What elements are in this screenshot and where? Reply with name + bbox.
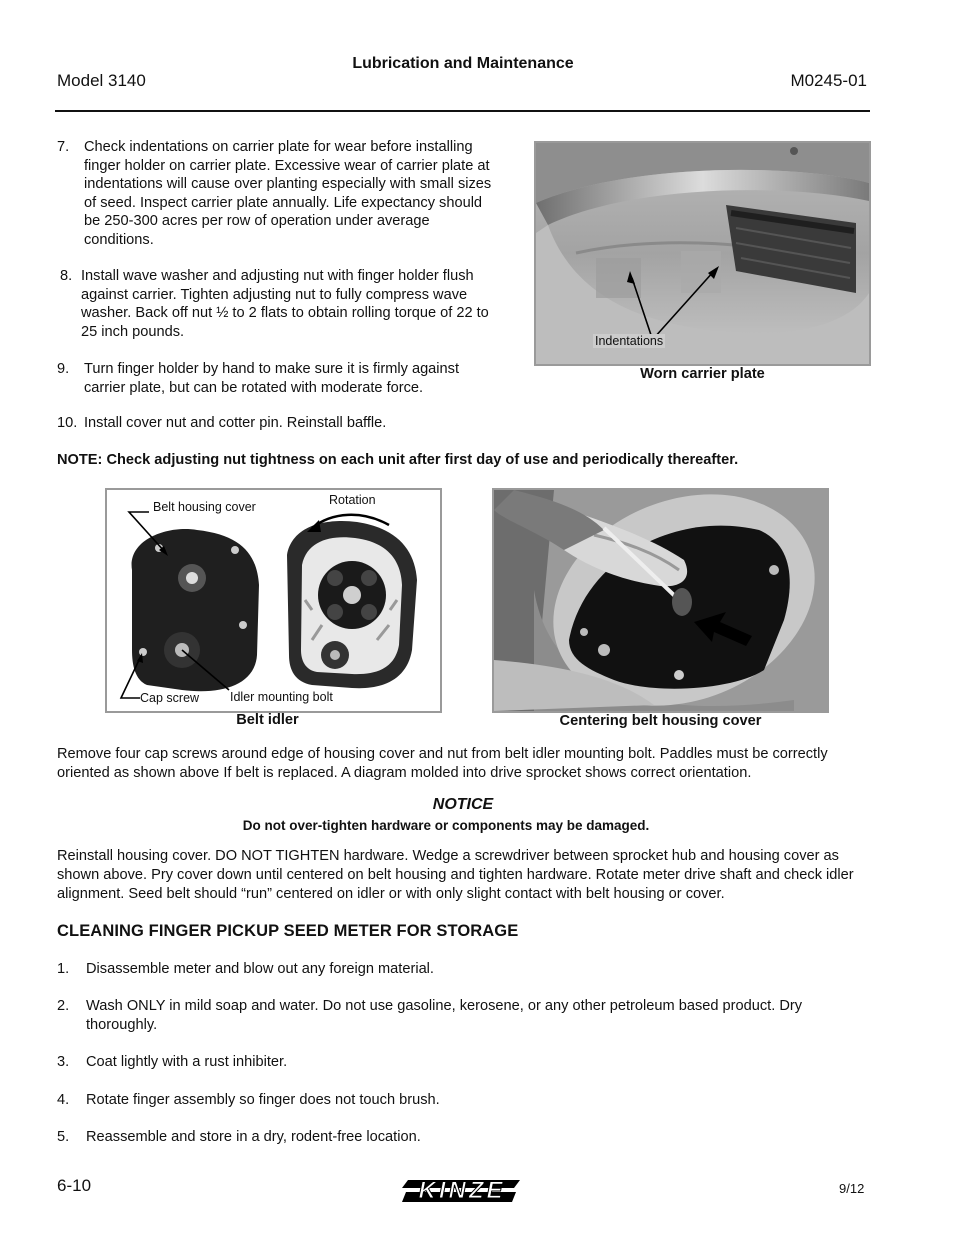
step-text: Install cover nut and cotter pin. Reinstall baffle. xyxy=(84,415,387,431)
step-text: Check indentations on carrier plate for wear before installing finger holder on carrier plate. Excessive wear of carrier plate at indentations will cause over planting especially with small sizes of seed. Inspect carrier plate annually. Life expectancy should be 250-300 acres per row of operation under average conditions. xyxy=(84,139,492,248)
step-8 xyxy=(60,267,500,343)
list-item xyxy=(57,1053,877,1073)
kinze-logo-text: KINZE xyxy=(418,1177,506,1204)
belt-idler-caption: Belt idler xyxy=(236,712,299,728)
step-text: Turn finger holder by hand to make sure it is firmly against carrier plate, but can be rotated with moderate force. xyxy=(84,361,460,396)
carrier-plate-image xyxy=(536,143,869,364)
step-9 xyxy=(57,360,497,400)
step-text: Install wave washer and adjusting nut with finger holder flush against carrier. Tighten adjusting nut to fully compress wave washer. Back off nut ½ to 2 flats to obtain rolling torque of 22 to 25 inch pounds. xyxy=(81,268,489,340)
remove-paragraph: Remove four cap screws around edge of housing cover and nut from belt idler mounting bolt. Paddles must be correctly oriented as shown above If belt is replaced. A diagram molded into drive sprocket shows correct orientation. xyxy=(57,746,828,781)
centering-cover-photo xyxy=(492,488,829,713)
idler-mounting-bolt-label: Idler mounting bolt xyxy=(230,690,333,704)
model-label: Model 3140 xyxy=(57,71,146,90)
belt-housing-cover-label: Belt housing cover xyxy=(153,500,256,514)
notice-text: Do not over-tighten hardware or components may be damaged. xyxy=(242,818,650,833)
list-text: Wash ONLY in mild soap and water. Do not use gasoline, kerosene, or any other petroleum based product. Dry thoroughly. xyxy=(86,998,803,1033)
section-title: Lubrication and Maintenance xyxy=(352,55,574,72)
list-item xyxy=(57,1091,877,1111)
step-number: 8. xyxy=(60,268,73,284)
list-number: 4. xyxy=(57,1092,70,1108)
list-item xyxy=(57,997,877,1037)
carrier-plate-photo xyxy=(534,141,871,366)
reinstall-paragraph: Reinstall housing cover. DO NOT TIGHTEN hardware. Wedge a screwdriver between sprocket hub and housing cover as shown above. Pry cover down until centered on belt housing and tighten hardware. Rotate meter drive shaft and check idler alignment. Seed belt should “run” centered on idler or with only slight contact with belt housing or cover. xyxy=(57,848,854,902)
list-text: Coat lightly with a rust inhibiter. xyxy=(86,1054,288,1070)
list-number: 2. xyxy=(57,998,70,1014)
revision-date: 9/12 xyxy=(839,1181,865,1196)
header-rule xyxy=(55,110,870,112)
list-text: Rotate finger assembly so finger does not touch brush. xyxy=(86,1092,440,1108)
centering-cover-image xyxy=(494,490,827,711)
list-number: 3. xyxy=(57,1054,70,1070)
list-number: 1. xyxy=(57,961,70,977)
step-number: 7. xyxy=(57,139,70,155)
notice-title: NOTICE xyxy=(432,796,494,813)
belt-idler-diagram xyxy=(105,488,442,713)
step-number: 10. xyxy=(57,415,78,431)
manual-number: M0245-01 xyxy=(790,71,867,90)
step-7 xyxy=(57,138,497,250)
step-number: 9. xyxy=(57,361,70,377)
indentations-label: Indentations xyxy=(595,334,664,348)
carrier-plate-caption: Worn carrier plate xyxy=(640,366,765,382)
list-item xyxy=(57,1128,877,1148)
page-number: 6-10 xyxy=(57,1176,92,1195)
list-text: Disassemble meter and blow out any foreign material. xyxy=(86,961,434,977)
list-text: Reassemble and store in a dry, rodent-free location. xyxy=(86,1129,421,1145)
step-10 xyxy=(57,414,497,434)
cleaning-section-heading: CLEANING FINGER PICKUP SEED METER FOR STORAGE xyxy=(57,922,519,940)
rotation-label: Rotation xyxy=(329,493,376,507)
list-item xyxy=(57,960,877,980)
belt-idler-image xyxy=(107,490,440,711)
note-text: NOTE: Check adjusting nut tightness on each unit after first day of use and periodically thereafter. xyxy=(57,452,739,468)
cap-screw-label: Cap screw xyxy=(140,691,200,705)
kinze-logo xyxy=(402,1176,522,1206)
list-number: 5. xyxy=(57,1129,70,1145)
centering-cover-caption: Centering belt housing cover xyxy=(559,713,762,729)
